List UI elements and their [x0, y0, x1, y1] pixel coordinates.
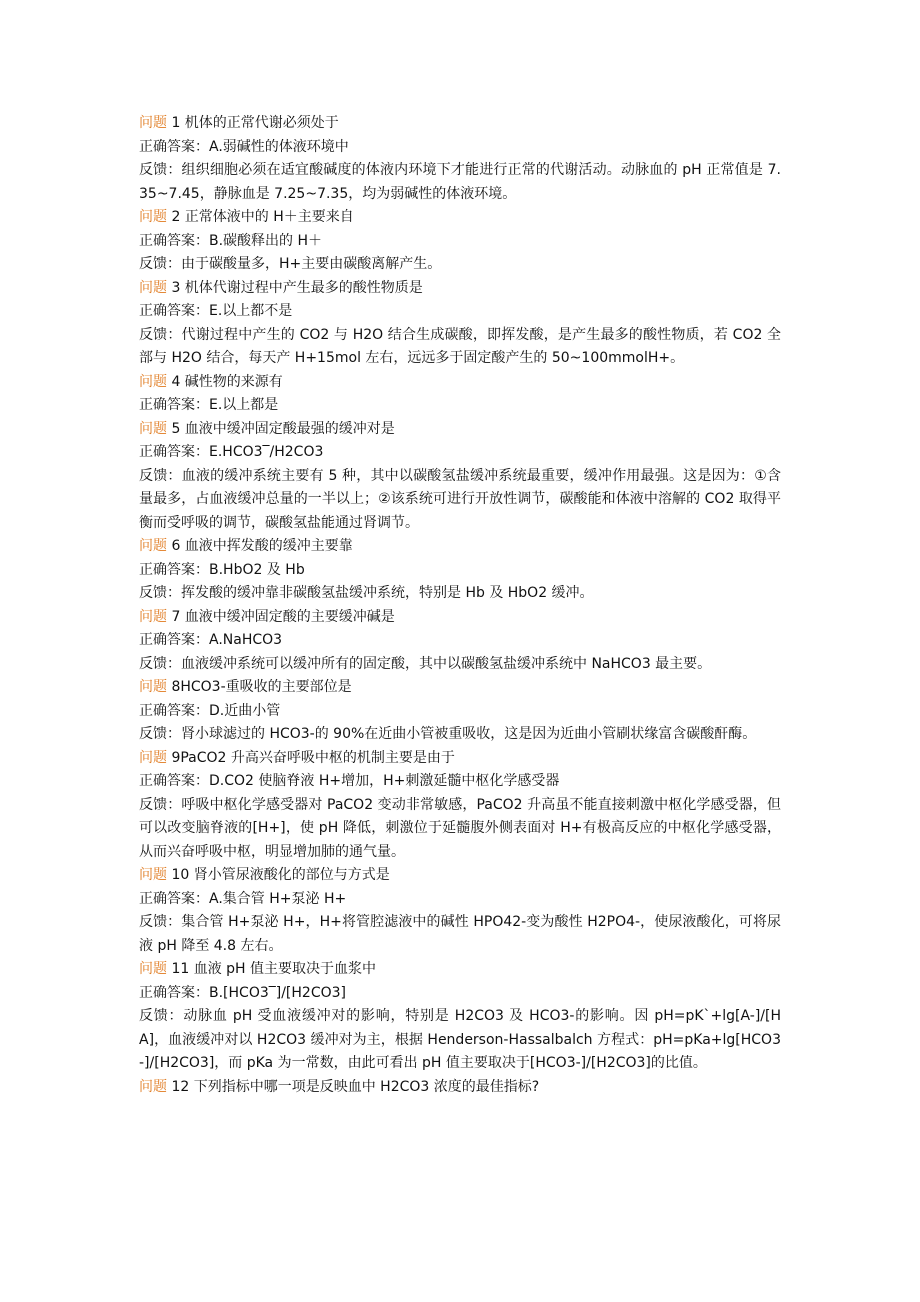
question-block-2	[139, 206, 781, 277]
question-prefix: 问题	[139, 373, 167, 390]
correct-answer: 正确答案：B.[HCO3‾]/[H2CO3]	[139, 984, 346, 1001]
correct-answer: 正确答案：B.碳酸释出的 H＋	[139, 232, 323, 249]
question-title	[139, 747, 781, 771]
question-block-12	[139, 1076, 781, 1100]
question-block-4	[139, 371, 781, 418]
document-body	[139, 112, 781, 1099]
feedback-text: 反馈：代谢过程中产生的 CO2 与 H2O 结合生成碳酸，即挥发酸，是产生最多的酸性物质，若 CO2 全部与 H2O 结合，每天产 H+15mol 左右，远远多于固定酸产生的 50~100mmolH+。	[139, 326, 781, 366]
question-prefix: 问题	[139, 961, 167, 977]
question-title	[139, 864, 781, 888]
question-prefix: 问题	[139, 538, 167, 554]
correct-answer: 正确答案：E.HCO3‾/H2CO3	[139, 444, 324, 460]
question-block-3	[139, 277, 781, 371]
question-text: 2 正常体液中的 H＋主要来自	[167, 209, 354, 225]
question-text: 5 血液中缓冲固定酸最强的缓冲对是	[167, 420, 395, 437]
question-text: 10 肾小管尿液酸化的部位与方式是	[167, 867, 390, 883]
correct-answer: 正确答案：E.以上都是	[139, 397, 279, 413]
correct-answer: 正确答案：B.HbO2 及 Hb	[139, 561, 305, 578]
feedback-text: 反馈：动脉血 pH 受血液缓冲对的影响，特别是 H2CO3 及 HCO3-的影响。因 pH=pK`+lg[A-]/[HA]，血液缓冲对以 H2CO3 缓冲对为主，根据 Henderson-Hassalbalch 方程式：pH=pKa+lg[HCO3-]/[H2CO3]，而 pKa 为一常数，由此可看出 pH 值主要取决于[HCO3-]/[H2CO3]的比值。	[139, 1008, 781, 1071]
question-text: 1 机体的正常代谢必须处于	[167, 115, 339, 131]
correct-answer: 正确答案：A.弱碱性的体液环境中	[139, 138, 349, 155]
correct-answer: 正确答案：A.NaHCO3	[139, 632, 283, 648]
question-title	[139, 418, 781, 442]
question-text: 8HCO3-重吸收的主要部位是	[167, 679, 352, 695]
question-prefix: 问题	[139, 1078, 167, 1095]
question-prefix: 问题	[139, 115, 167, 131]
question-prefix: 问题	[139, 279, 167, 296]
question-title	[139, 676, 781, 700]
question-title	[139, 112, 781, 136]
question-text: 12 下列指标中哪一项是反映血中 H2CO3 浓度的最佳指标?	[167, 1078, 540, 1095]
feedback-text: 反馈：呼吸中枢化学感受器对 PaCO2 变动非常敏感，PaCO2 升高虽不能直接刺激中枢化学感受器，但可以改变脑脊液的[H+]，使 pH 降低，刺激位于延髓腹外侧表面对 H+有极高反应的中枢化学感受器，从而兴奋呼吸中枢，明显增加肺的通气量。	[139, 796, 781, 860]
question-text: 4 碱性物的来源有	[167, 373, 283, 390]
question-block-11	[139, 958, 781, 1076]
question-title	[139, 371, 781, 395]
feedback-text: 反馈：由于碳酸量多，H+主要由碳酸离解产生。	[139, 256, 442, 272]
question-prefix: 问题	[139, 749, 167, 766]
question-prefix: 问题	[139, 608, 167, 625]
question-text: 9PaCO2 升高兴奋呼吸中枢的机制主要是由于	[167, 749, 455, 766]
feedback-text: 反馈：肾小球滤过的 HCO3-的 90%在近曲小管被重吸收，这是因为近曲小管刷状缘富含碳酸酐酶。	[139, 726, 757, 742]
feedback-text: 反馈：集合管 H+泵泌 H+，H+将管腔滤液中的碱性 HPO42-变为酸性 H2PO4-，使尿液酸化，可将尿液 pH 降至 4.8 左右。	[139, 914, 781, 954]
question-title	[139, 206, 781, 230]
question-title	[139, 606, 781, 630]
question-block-10	[139, 864, 781, 958]
question-block-7	[139, 606, 781, 677]
question-text: 7 血液中缓冲固定酸的主要缓冲碱是	[167, 608, 395, 625]
question-block-1	[139, 112, 781, 206]
question-text: 11 血液 pH 值主要取决于血浆中	[167, 961, 377, 977]
correct-answer: 正确答案：A.集合管 H+泵泌 H+	[139, 890, 347, 907]
question-prefix: 问题	[139, 209, 167, 225]
correct-answer: 正确答案：D.CO2 使脑脊液 H+增加，H+刺激延髓中枢化学感受器	[139, 773, 560, 789]
correct-answer: 正确答案：D.近曲小管	[139, 702, 281, 719]
question-prefix: 问题	[139, 420, 167, 437]
feedback-text: 反馈：组织细胞必须在适宜酸碱度的体液内环境下才能进行正常的代谢活动。动脉血的 pH 正常值是 7.35~7.45，静脉血是 7.25~7.35，均为弱碱性的体液环境。	[139, 162, 781, 202]
question-title	[139, 535, 781, 559]
feedback-text: 反馈：血液的缓冲系统主要有 5 种，其中以碳酸氢盐缓冲系统最重要，缓冲作用最强。这是因为：①含量最多，占血液缓冲总量的一半以上；②该系统可进行开放性调节，碳酸能和体液中溶解的 CO2 取得平衡而受呼吸的调节，碳酸氢盐能通过肾调节。	[139, 467, 781, 531]
question-text: 3 机体代谢过程中产生最多的酸性物质是	[167, 279, 423, 296]
question-block-8	[139, 676, 781, 747]
question-text: 6 血液中挥发酸的缓冲主要靠	[167, 538, 353, 554]
question-block-9	[139, 747, 781, 865]
question-title	[139, 277, 781, 301]
question-prefix: 问题	[139, 867, 167, 883]
question-prefix: 问题	[139, 679, 167, 695]
feedback-text: 反馈：血液缓冲系统可以缓冲所有的固定酸，其中以碳酸氢盐缓冲系统中 NaHCO3 最主要。	[139, 655, 712, 672]
feedback-text: 反馈：挥发酸的缓冲靠非碳酸氢盐缓冲系统，特别是 Hb 及 HbO2 缓冲。	[139, 585, 594, 601]
question-title	[139, 958, 781, 982]
question-block-6	[139, 535, 781, 606]
correct-answer: 正确答案：E.以上都不是	[139, 303, 293, 319]
question-title	[139, 1076, 781, 1100]
question-block-5	[139, 418, 781, 536]
